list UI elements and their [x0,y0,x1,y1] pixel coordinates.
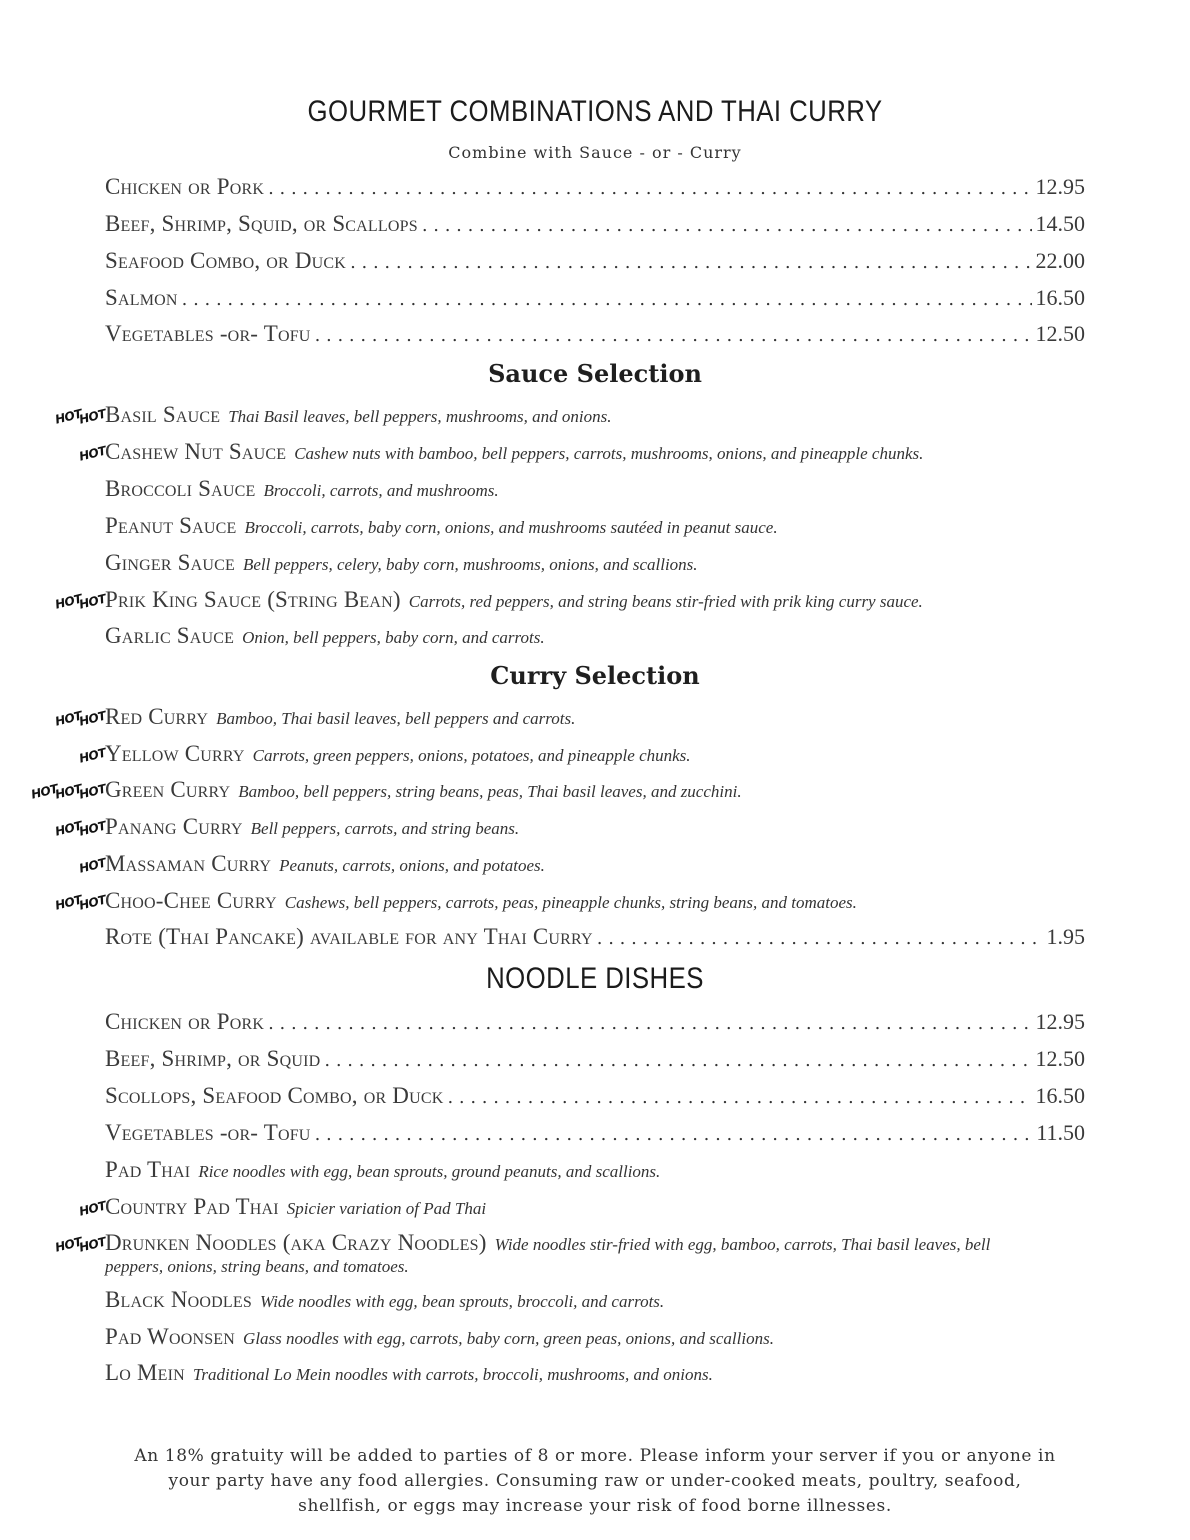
hot-indicator [77,1196,108,1222]
hot-icon: HOT [53,591,84,612]
item-name: Rote (Thai Pancake) available for any Thai Curry [105,924,593,949]
item-description: Thai Basil leaves, bell peppers, mushrooms, and onions. [228,407,612,426]
menu-item [53,587,1085,617]
item-name: Peanut Sauce [105,513,237,538]
hot-indicator [53,404,108,430]
menu-item [53,814,1085,844]
menu-item [77,439,1085,469]
hot-icon: HOT [77,443,108,464]
menu-item [105,321,1085,351]
item-name: Choo-Chee Curry [105,888,277,913]
item-name: Vegetables -or- Tofu [105,1120,311,1145]
hot-icon: HOT [77,892,108,913]
menu-item [105,285,1085,315]
hot-icon: HOT [77,1198,108,1219]
item-description: Wide noodles stir-fried with egg, bamboo, carrots, Thai basil leaves, bell peppers, onions, string beans, and tomatoes. [105,1235,991,1276]
item-description: Onion, bell peppers, baby corn, and carrots. [242,628,545,647]
item-price: 12.95 [1035,174,1085,199]
menu-item [105,211,1085,241]
menu-item [53,888,1085,918]
hot-icon: HOT [53,892,84,913]
hot-icon: HOT [29,781,60,802]
item-name: Chicken or Pork [105,1009,265,1034]
item-name: Ginger Sauce [105,550,235,575]
curry-title: Curry Selection [490,661,700,690]
item-name: Black Noodles [105,1287,252,1312]
hot-icon: HOT [77,781,108,802]
menu-item [77,1194,1085,1224]
hot-indicator [29,779,108,805]
item-description: Rice noodles with egg, bean sprouts, ground peanuts, and scallions. [198,1162,661,1181]
item-name: Basil Sauce [105,402,221,427]
item-name: Broccoli Sauce [105,476,256,501]
menu-item [105,1046,1085,1076]
hot-icon: HOT [77,818,108,839]
hot-icon: HOT [77,406,108,427]
hot-icon: HOT [77,591,108,612]
item-description: Peanuts, carrots, onions, and potatoes. [279,856,545,875]
item-price: 16.50 [1035,1083,1085,1108]
menu-item [105,1009,1085,1039]
item-name: Country Pad Thai [105,1194,279,1219]
hot-indicator [77,853,108,879]
leader-dots [422,215,1032,236]
hot-icon: HOT [77,1234,108,1255]
menu-item [105,924,1085,954]
menu-item [105,248,1085,278]
item-description: Wide noodles with egg, bean sprouts, broccoli, and carrots. [259,1292,665,1311]
hot-indicator [53,890,108,916]
menu-item [53,1230,1040,1278]
item-description: Carrots, green peppers, onions, potatoes, and pineapple chunks. [252,746,691,765]
hot-indicator [53,589,108,615]
hot-icon: HOT [77,855,108,876]
item-price: 12.95 [1035,1009,1085,1034]
hot-icon: HOT [77,745,108,766]
item-description: Traditional Lo Mein noodles with carrots, broccoli, mushrooms, and onions. [192,1365,713,1384]
footer-disclaimer: An 18% gratuity will be added to parties of 8 or more. Please inform your server if you or anyone in your party have any food allergies. Consuming raw or under-cooked meats, poultry, seafood, shellfish, or eggs may increase your risk of food borne illnesses. [134,1446,1056,1516]
leader-dots [597,928,1043,949]
item-description: Cashew nuts with bamboo, bell peppers, carrots, mushrooms, onions, and pineapple chunks. [294,444,924,463]
gourmet-title: GOURMET COMBINATIONS AND THAI CURRY [307,95,883,128]
hot-icon: HOT [53,781,84,802]
menu-item [105,550,1085,580]
sauce-title: Sauce Selection [488,359,702,388]
hot-icon: HOT [77,708,108,729]
menu-item [105,513,1085,543]
leader-dots [182,289,1032,310]
hot-icon: HOT [53,708,84,729]
item-name: Massaman Curry [105,851,272,876]
item-name: Red Curry [105,704,209,729]
menu-item [105,623,1085,653]
menu-item [105,174,1085,204]
item-description: Broccoli, carrots, baby corn, onions, and mushrooms sautéed in peanut sauce. [244,518,778,537]
item-name: Scollops, Seafood Combo, or Duck [105,1083,444,1108]
item-name: Pad Thai [105,1157,191,1182]
item-description: Broccoli, carrots, and mushrooms. [263,481,499,500]
leader-dots [315,325,1032,346]
menu-item [105,1324,1085,1354]
item-name: Drunken Noodles (aka Crazy Noodles) [105,1230,487,1255]
item-description: Bamboo, bell peppers, string beans, peas, Thai basil leaves, and zucchini. [238,782,742,801]
menu-item [105,1083,1085,1113]
menu-item [105,1120,1085,1150]
item-price: 1.95 [1046,924,1085,949]
noodle-title: NOODLE DISHES [486,962,704,995]
item-name: Garlic Sauce [105,623,235,648]
hot-indicator [53,706,108,732]
hot-indicator [53,816,108,842]
item-price: 22.00 [1035,248,1085,273]
item-description: Carrots, red peppers, and string beans stir-fried with prik king curry sauce. [408,592,923,611]
item-name: Yellow Curry [105,741,245,766]
item-name: Panang Curry [105,814,243,839]
leader-dots [447,1087,1031,1108]
item-description: Bell peppers, celery, baby corn, mushrooms, onions, and scallions. [243,555,698,574]
menu-item [105,1157,1085,1187]
item-name: Pad Woonsen [105,1324,236,1349]
item-price: 11.50 [1036,1120,1085,1145]
hot-indicator [77,743,108,769]
item-price: 14.50 [1035,211,1085,236]
item-price: 16.50 [1035,285,1085,310]
item-description: Bamboo, Thai basil leaves, bell peppers and carrots. [216,709,576,728]
leader-dots [350,252,1031,273]
item-price: 12.50 [1035,1046,1085,1071]
item-name: Vegetables -or- Tofu [105,321,311,346]
hot-indicator [77,441,108,467]
hot-indicator [53,1234,108,1256]
menu-item [105,476,1085,506]
leader-dots [315,1124,1033,1145]
item-name: Chicken or Pork [105,174,265,199]
item-description: Cashews, bell peppers, carrots, peas, pineapple chunks, string beans, and tomatoes. [284,893,857,912]
hot-icon: HOT [53,1234,84,1255]
menu-item [77,741,1085,771]
gourmet-subtitle: Combine with Sauce - or - Curry [448,143,742,162]
menu-item [77,851,1085,881]
item-name: Beef, Shrimp, or Squid [105,1046,321,1071]
item-name: Green Curry [105,777,231,802]
item-name: Seafood Combo, or Duck [105,248,347,273]
item-name: Lo Mein [105,1360,185,1385]
menu-item [29,777,1085,807]
leader-dots [324,1050,1031,1071]
menu-item [105,1360,1085,1390]
item-description: Spicier variation of Pad Thai [286,1199,487,1218]
menu-item [53,704,1085,734]
item-price: 12.50 [1035,321,1085,346]
leader-dots [268,178,1031,199]
leader-dots [268,1013,1031,1034]
menu-item [105,1287,1085,1317]
item-name: Salmon [105,285,178,310]
item-description: Glass noodles with egg, carrots, baby corn, green peas, onions, and scallions. [243,1329,774,1348]
menu-item [53,402,1085,432]
hot-icon: HOT [53,406,84,427]
item-description: Bell peppers, carrots, and string beans. [250,819,520,838]
item-name: Beef, Shrimp, Squid, or Scallops [105,211,418,236]
hot-icon: HOT [53,818,84,839]
item-name: Cashew Nut Sauce [105,439,287,464]
item-name: Prik King Sauce (String Bean) [105,587,401,612]
